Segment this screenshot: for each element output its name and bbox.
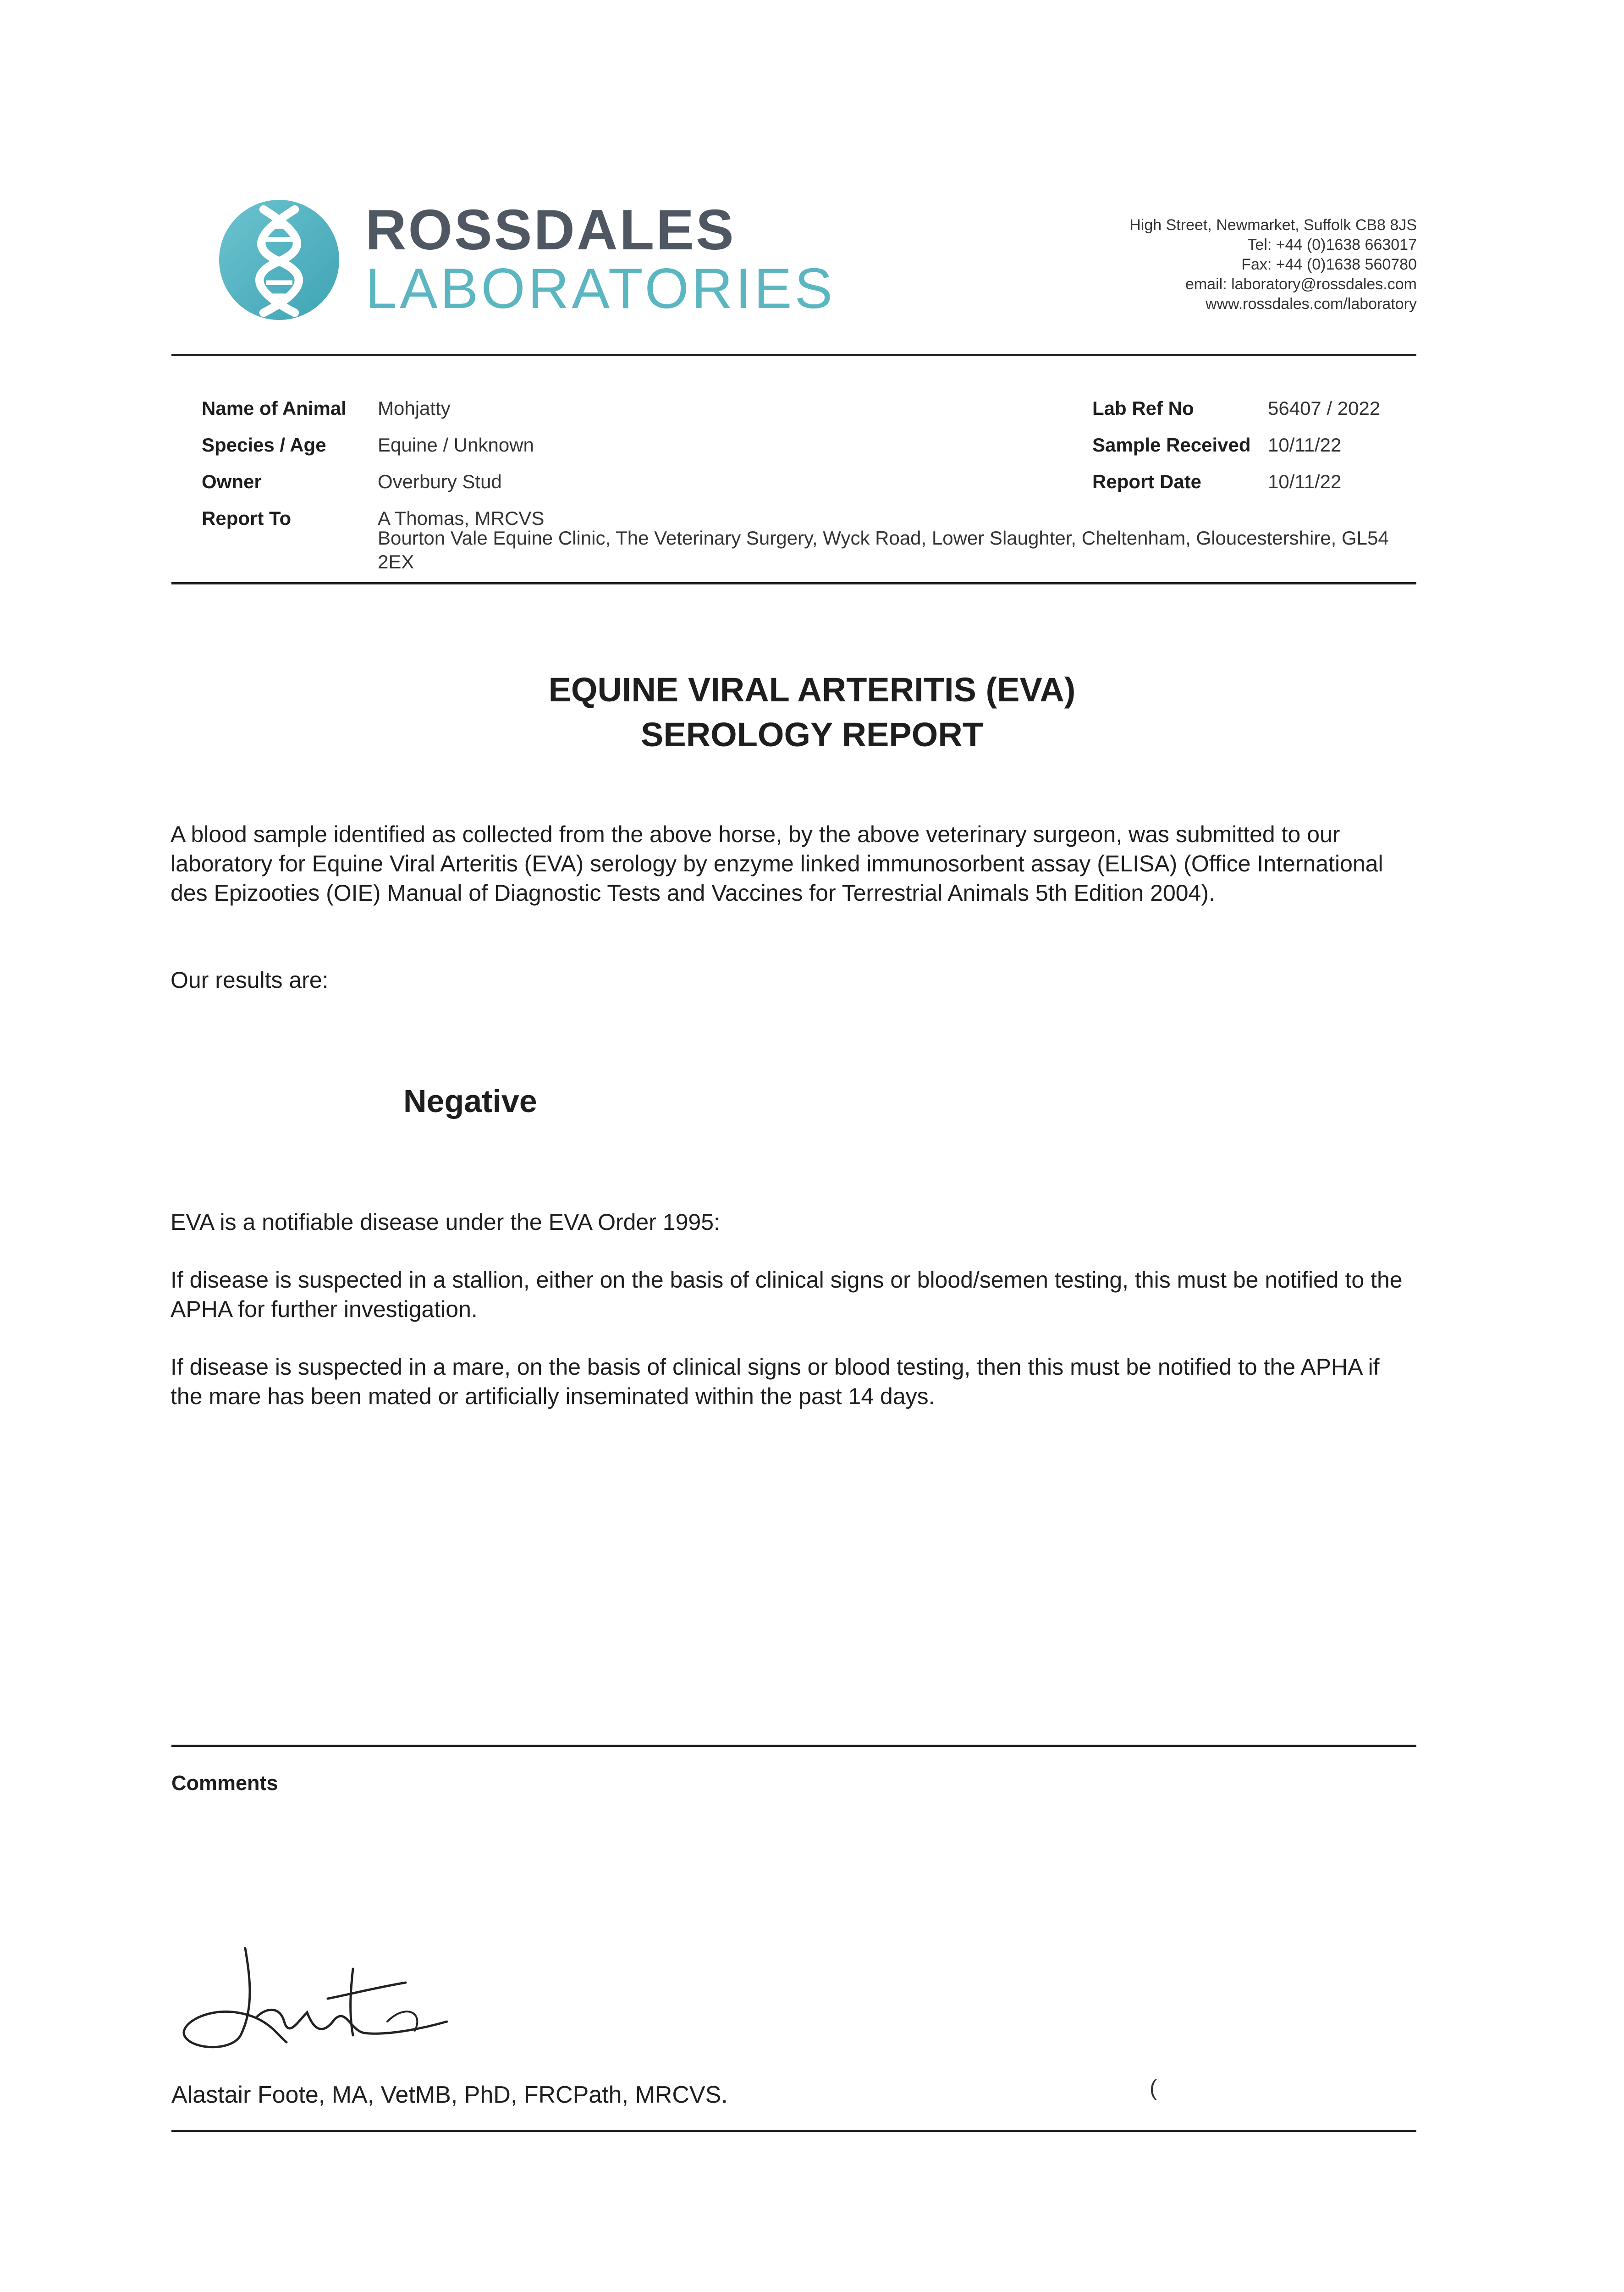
logo-wordmark-rossdales: ROSSDALES <box>365 198 736 262</box>
sample-received-label: Sample Received <box>1092 434 1251 456</box>
report-to-address: Bourton Vale Equine Clinic, The Veterinary Surgery, Wyck Road, Lower Slaughter, Cheltenham, Gloucestershire, GL54 2EX <box>378 527 1389 573</box>
signature-image <box>176 1944 497 2054</box>
address-email: email: laboratory@rossdales.com <box>1185 275 1417 293</box>
lab-ref-value: 56407 / 2022 <box>1268 397 1381 419</box>
species-age-label: Species / Age <box>202 434 326 456</box>
report-to-name: A Thomas, MRCVS <box>378 507 545 529</box>
signatory-name: Alastair Foote, MA, VetMB, PhD, FRCPath, MRCVS. <box>171 2082 728 2108</box>
notifiable-statement: EVA is a notifiable disease under the EVA Order 1995: <box>171 1209 720 1235</box>
owner-value: Overbury Stud <box>378 471 502 492</box>
mare-note: If disease is suspected in a mare, on the basis of clinical signs or blood testing, then this must be notified to the APHA if the mare has been mated or artificially inseminated within the past 14 days. <box>171 1354 1380 1409</box>
comments-label: Comments <box>171 1771 278 1795</box>
report-date-value: 10/11/22 <box>1268 471 1342 492</box>
address-line: High Street, Newmarket, Suffolk CB8 8JS <box>1129 216 1417 234</box>
report-to-label: Report To <box>202 507 292 529</box>
name-of-animal-label: Name of Animal <box>202 397 347 419</box>
address-fax: Fax: +44 (0)1638 560780 <box>1241 256 1417 273</box>
address-phone: Tel: +44 (0)1638 663017 <box>1247 236 1417 253</box>
details-divider <box>171 582 1416 584</box>
name-of-animal-value: Mohjatty <box>378 397 451 419</box>
test-result: Negative <box>403 1083 537 1119</box>
address-website: www.rossdales.com/laboratory <box>1205 295 1417 313</box>
lab-address-block <box>1004 215 1417 314</box>
footer-divider <box>171 2130 1416 2132</box>
logo-wordmark-laboratories: LABORATORIES <box>365 257 836 320</box>
owner-label: Owner <box>202 471 262 492</box>
sample-received-value: 10/11/22 <box>1268 434 1342 456</box>
rossdales-logo-icon <box>219 200 339 320</box>
stallion-note: If disease is suspected in a stallion, either on the basis of clinical signs or blood/semen testing, this must be notified to the APHA for further investigation. <box>171 1267 1403 1322</box>
results-intro: Our results are: <box>171 967 329 993</box>
comments-divider <box>171 1745 1416 1747</box>
species-age-value: Equine / Unknown <box>378 434 534 456</box>
report-date-label: Report Date <box>1092 471 1202 492</box>
lab-ref-label: Lab Ref No <box>1092 397 1194 419</box>
report-title-line2: SEROLOGY REPORT <box>641 716 983 754</box>
stray-mark: ( <box>1150 2076 1157 2100</box>
report-title-line1: EQUINE VIRAL ARTERITIS (EVA) <box>548 671 1076 709</box>
report-title <box>0 667 1624 757</box>
header-divider <box>171 354 1416 356</box>
intro-paragraph: A blood sample identified as collected from the above horse, by the above veterinary surgeon, was submitted to our laboratory for Equine Viral Arteritis (EVA) serology by enzyme linked immunosorbent assay (ELISA) (Office International des Epizooties (OIE) Manual of Diagnostic Tests and Vaccines for Terrestrial Animals 5th Edition 2004). <box>171 821 1383 906</box>
